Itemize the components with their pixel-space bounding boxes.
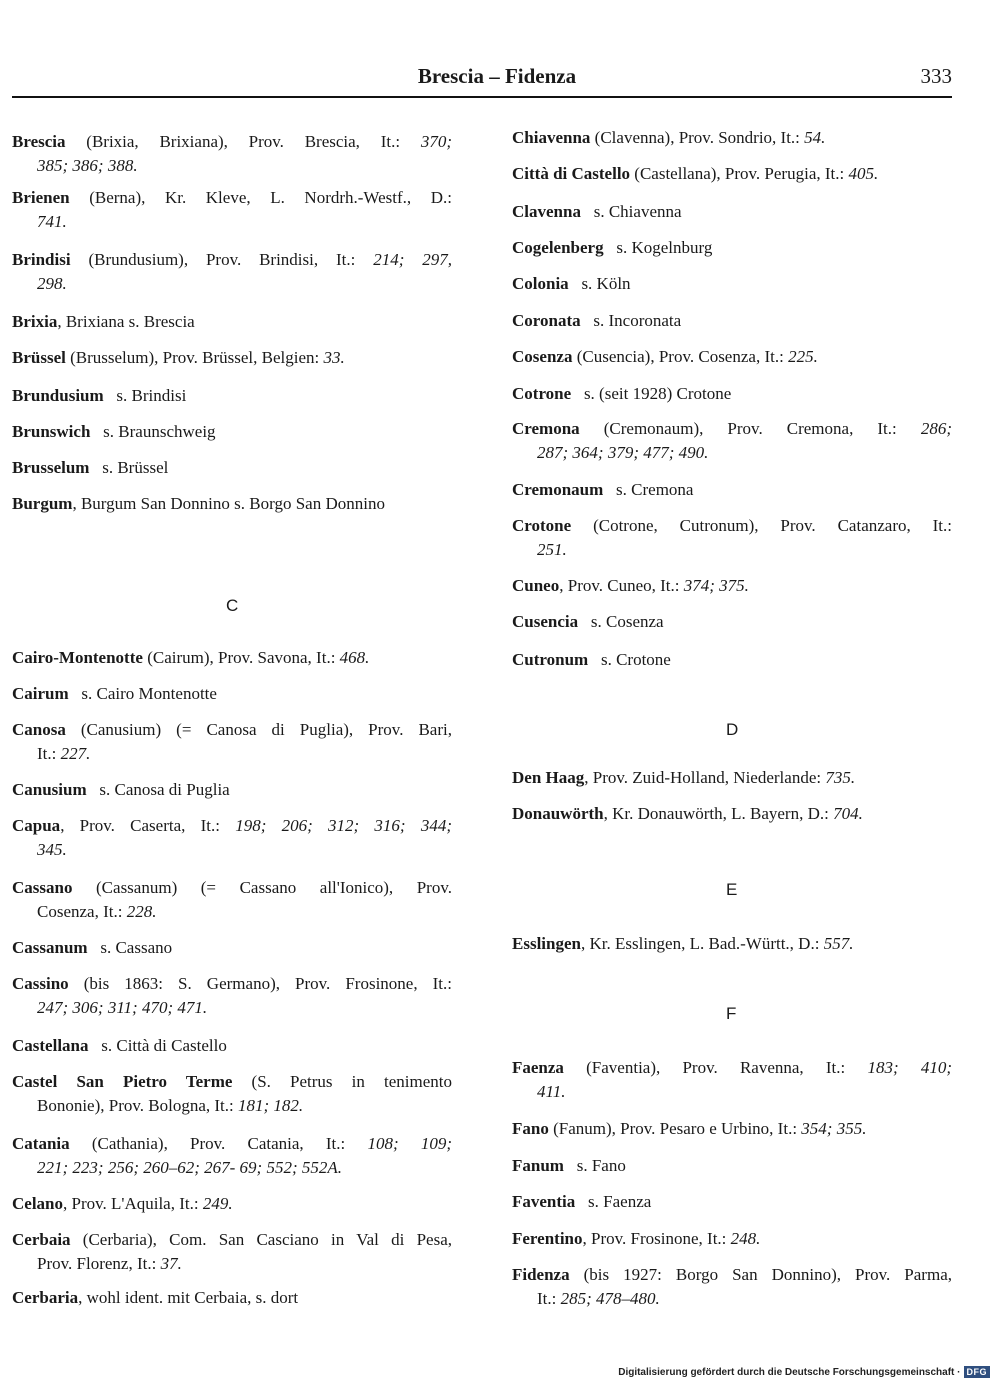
entry-continuation [12, 900, 452, 924]
entry-text: , Prov. Frosinone, It.: [582, 1229, 731, 1248]
entry-line [12, 646, 452, 670]
entry-text: (Canusium) (= Canosa di Puglia), Prov. Bari, [65, 720, 452, 739]
entry-text: , Brixiana s. Brescia [57, 312, 195, 331]
entry-line [12, 814, 452, 838]
entry-text: s. Faenza [575, 1192, 652, 1211]
entry-line [12, 1132, 452, 1156]
entry-text: (Cusencia), Prov. Cosenza, It.: [572, 347, 789, 366]
entry-pages: 704. [833, 804, 863, 823]
index-entry [12, 1132, 452, 1180]
entry-continuation-pages: 287; 364; 379; 477; 490. [537, 443, 709, 462]
entry-text: (Brusselum), Prov. Brüssel, Belgien: [65, 348, 324, 367]
entry-continuation-text: 385; 386; 388. [37, 156, 138, 175]
index-entry [12, 1034, 452, 1058]
entry-continuation [12, 1156, 452, 1180]
index-entry [512, 478, 952, 502]
index-entry [512, 1117, 952, 1141]
entry-line [12, 876, 452, 900]
entry-continuation-pages: 247; 306; 311; 470; 471. [37, 998, 208, 1017]
entry-line [12, 778, 452, 802]
index-entry [512, 802, 952, 826]
index-entry [512, 766, 952, 790]
entry-text: s. Canosa di Puglia [86, 780, 230, 799]
entry-term: Brüssel [12, 348, 66, 367]
entry-continuation-pages: 228. [126, 902, 157, 921]
entry-continuation-pages: 251. [537, 540, 567, 559]
entry-continuation-text: It.: [37, 744, 61, 763]
entry-text: , wohl ident. mit Cerbaia, s. dort [78, 1288, 299, 1307]
index-entry [12, 186, 452, 234]
index-entry [512, 309, 952, 333]
entry-continuation-text: Bononie), Prov. Bologna, It.: [37, 1096, 238, 1115]
index-entry [12, 1286, 452, 1310]
entry-term: Brindisi [12, 250, 71, 269]
entry-continuation [12, 272, 452, 296]
section-letter: D [726, 720, 739, 739]
index-entry [12, 936, 452, 960]
index-entry [12, 384, 452, 408]
entry-term: Castellana [12, 1036, 89, 1055]
entry-line [512, 1117, 952, 1141]
entry-line [512, 1154, 952, 1178]
entry-line [512, 309, 952, 333]
entry-pages: 54. [804, 128, 826, 147]
entry-line [512, 162, 952, 186]
entry-continuation-pages: 227. [60, 744, 91, 763]
entry-pages: 183; 410; [867, 1058, 952, 1077]
entry-line [512, 382, 952, 406]
section-letter: E [726, 880, 738, 899]
index-entry [512, 1263, 952, 1311]
entry-text: (Brundusium), Prov. Brindisi, It.: [70, 250, 374, 269]
index-entry [512, 648, 952, 672]
entry-line [12, 718, 452, 742]
entry-term: Donauwörth [512, 804, 604, 823]
index-entry [512, 1190, 952, 1214]
entry-term: Fano [512, 1119, 549, 1138]
entry-line [512, 1190, 952, 1214]
entry-line [512, 417, 952, 441]
entry-line [12, 492, 452, 516]
entry-term: Cremona [512, 419, 580, 438]
entry-continuation-text: 345. [37, 840, 67, 859]
entry-pages: 557. [823, 934, 854, 953]
index-entry [512, 272, 952, 296]
page-number: 333 [920, 64, 952, 88]
entry-pages: 374; 375. [683, 576, 749, 595]
entry-line [512, 610, 952, 634]
entry-continuation [512, 538, 952, 562]
index-entry [12, 718, 452, 766]
entry-text: s. Cosenza [578, 612, 664, 631]
entry-term: Cairo-Montenotte [12, 648, 143, 667]
entry-pages: 405. [848, 164, 879, 183]
entry-text: (Cathania), Prov. Catania, It.: [69, 1134, 368, 1153]
entry-continuation [512, 1080, 952, 1104]
index-entry [12, 456, 452, 480]
entry-term: Cogelenberg [512, 238, 604, 257]
entry-line [12, 186, 452, 210]
entry-continuation [12, 742, 452, 766]
index-entry [12, 1192, 452, 1216]
entry-continuation-pages: 181; 182. [238, 1096, 304, 1115]
section-letter: F [726, 1004, 737, 1023]
index-entry [512, 610, 952, 634]
entry-line [512, 200, 952, 224]
entry-term: Den Haag [512, 768, 585, 787]
index-entry [512, 417, 952, 465]
index-entry [12, 814, 452, 862]
entry-continuation-text: It.: [537, 1289, 561, 1308]
entry-line [12, 1192, 452, 1216]
index-entry [12, 420, 452, 444]
entry-text: s. Cairo Montenotte [68, 684, 217, 703]
entry-pages: 354; 355. [801, 1119, 867, 1138]
entry-term: Cuneo [512, 576, 560, 595]
entry-term: Brescia [12, 132, 66, 151]
entry-continuation [12, 154, 452, 178]
entry-continuation-text: 298. [37, 274, 67, 293]
index-entry [12, 876, 452, 924]
entry-text: s. Crotone [588, 650, 671, 669]
entry-term: Burgum [12, 494, 73, 513]
entry-text: s. Fano [563, 1156, 626, 1175]
index-entry [512, 1056, 952, 1104]
page-title: Brescia – Fidenza [417, 64, 577, 88]
entry-text: s. Cremona [603, 480, 694, 499]
entry-term: Ferentino [512, 1229, 583, 1248]
footer-text: Digitalisierung gefördert durch die Deutsche Forschungsgemeinschaft · [618, 1366, 961, 1378]
entry-text: (Fanum), Prov. Pesaro e Urbino, It.: [548, 1119, 802, 1138]
entry-term: Cerbaia [12, 1230, 71, 1249]
entry-text: , Prov. L'Aquila, It.: [63, 1194, 203, 1213]
entry-text: s. Incoronata [580, 311, 682, 330]
entry-pages: 214; 297, [373, 250, 452, 269]
section-letter: C [226, 596, 239, 615]
entry-term: Cassano [12, 878, 73, 897]
entry-line [12, 420, 452, 444]
entry-continuation [12, 838, 452, 862]
entry-pages: 248. [730, 1229, 761, 1248]
entry-line [512, 574, 952, 598]
entry-term: Celano [12, 1194, 63, 1213]
entry-line [512, 766, 952, 790]
index-entry [12, 682, 452, 706]
dfg-logo: DFG [964, 1366, 991, 1378]
entry-line [12, 456, 452, 480]
entry-text: , Kr. Esslingen, L. Bad.-Württ., D.: [580, 934, 824, 953]
entry-text: s. Brindisi [103, 386, 187, 405]
entry-line [512, 1056, 952, 1080]
index-entry [512, 1227, 952, 1251]
entry-term: Colonia [512, 274, 569, 293]
entry-term: Coronata [512, 311, 581, 330]
entry-pages: 225. [788, 347, 818, 366]
entry-term: Cosenza [512, 347, 573, 366]
entry-line [512, 126, 952, 150]
entry-term: Fanum [512, 1156, 564, 1175]
entry-term: Catania [12, 1134, 70, 1153]
entry-text: (Clavenna), Prov. Sondrio, It.: [590, 128, 805, 147]
entry-term: Brusselum [12, 458, 90, 477]
entry-line [512, 648, 952, 672]
entry-text: s. Cassano [87, 938, 173, 957]
entry-pages: 198; 206; 312; 316; 344; [235, 816, 452, 835]
entry-term: Capua [12, 816, 61, 835]
entry-text: (bis 1863: S. Germano), Prov. Frosinone, It.: [68, 974, 452, 993]
entry-line [512, 802, 952, 826]
entry-text: s. Chiavenna [580, 202, 682, 221]
index-entry [12, 1070, 452, 1118]
entry-line [12, 248, 452, 272]
entry-term: Cairum [12, 684, 69, 703]
index-entry [12, 346, 452, 370]
entry-term: Crotone [512, 516, 572, 535]
entry-text: (S. Petrus in tenimento [232, 1072, 452, 1091]
entry-term: Brienen [12, 188, 70, 207]
entry-pages: 735. [825, 768, 856, 787]
entry-continuation-pages: 285; 478–480. [560, 1289, 660, 1308]
entry-text: (Faventia), Prov. Ravenna, It.: [563, 1058, 868, 1077]
entry-line [12, 1070, 452, 1094]
index-entry [512, 932, 952, 956]
entry-line [512, 1263, 952, 1287]
entry-continuation-text: 741. [37, 212, 67, 231]
entry-line [12, 346, 452, 370]
index-entry [512, 382, 952, 406]
entry-text: , Burgum San Donnino s. Borgo San Donnino [72, 494, 385, 513]
entry-continuation-pages: 221; 223; 256; 260–62; 267- 69; 552; 552A. [37, 1158, 343, 1177]
entry-line [12, 1286, 452, 1310]
entry-continuation-text: Cosenza, It.: [37, 902, 127, 921]
index-entry [12, 1228, 452, 1276]
entry-term: Brixia [12, 312, 58, 331]
entry-term: Cutronum [512, 650, 589, 669]
entry-text: s. Kogelnburg [603, 238, 713, 257]
entry-continuation [12, 1094, 452, 1118]
entry-term: Cotrone [512, 384, 572, 403]
entry-line [512, 236, 952, 260]
entry-line [12, 936, 452, 960]
entry-line [12, 130, 452, 154]
entry-continuation [512, 441, 952, 465]
entry-text: , Prov. Zuid-Holland, Niederlande: [584, 768, 826, 787]
entry-continuation-pages: 37. [160, 1254, 182, 1273]
entry-term: Fidenza [512, 1265, 570, 1284]
entry-continuation-pages: 411. [537, 1082, 566, 1101]
index-entry [12, 492, 452, 516]
entry-term: Canusium [12, 780, 87, 799]
entry-pages: 286; [920, 419, 952, 438]
entry-term: Cremonaum [512, 480, 604, 499]
index-entry [12, 778, 452, 802]
entry-term: Faventia [512, 1192, 576, 1211]
entry-line [12, 384, 452, 408]
entry-term: Esslingen [512, 934, 581, 953]
footer-credit [618, 1366, 990, 1378]
entry-term: Canosa [12, 720, 66, 739]
entry-term: Clavenna [512, 202, 581, 221]
entry-text: (Cassanum) (= Cassano all'Ionico), Prov. [72, 878, 452, 897]
entry-text: s. Città di Castello [88, 1036, 227, 1055]
page-header [12, 60, 952, 96]
entry-text: s. Braunschweig [90, 422, 216, 441]
entry-text: (Cairum), Prov. Savona, It.: [142, 648, 340, 667]
entry-text: (Cotrone, Cutronum), Prov. Catanzaro, It.: [571, 516, 952, 535]
entry-line [12, 1034, 452, 1058]
entry-term: Cassino [12, 974, 69, 993]
entry-line [512, 345, 952, 369]
entry-text: (Cremonaum), Prov. Cremona, It.: [579, 419, 921, 438]
entry-line [512, 478, 952, 502]
index-entry [12, 646, 452, 670]
entry-text: , Kr. Donauwörth, L. Bayern, D.: [603, 804, 834, 823]
index-entry [12, 248, 452, 296]
entry-continuation [512, 1287, 952, 1311]
entry-continuation [12, 210, 452, 234]
entry-term: Brundusium [12, 386, 104, 405]
entry-text: (Cerbaria), Com. San Casciano in Val di Pesa, [70, 1230, 452, 1249]
index-entry [512, 200, 952, 224]
entry-term: Chiavenna [512, 128, 591, 147]
index-entry [512, 514, 952, 562]
entry-continuation-text: Prov. Florenz, It.: [37, 1254, 161, 1273]
entry-term: Cusencia [512, 612, 579, 631]
index-entry [512, 162, 952, 186]
entry-term: Brunswich [12, 422, 91, 441]
entry-line [512, 514, 952, 538]
entry-line [12, 310, 452, 334]
entry-line [12, 972, 452, 996]
entry-term: Città di Castello [512, 164, 631, 183]
index-entry [512, 345, 952, 369]
entry-text: (Castellana), Prov. Perugia, It.: [630, 164, 849, 183]
entry-pages: 468. [339, 648, 370, 667]
entry-term: Cassanum [12, 938, 88, 957]
entry-term: Castel San Pietro Terme [12, 1072, 233, 1091]
entry-text: s. Köln [568, 274, 631, 293]
entry-pages: 33. [323, 348, 345, 367]
header-rule [12, 96, 952, 98]
entry-text: (bis 1927: Borgo San Donnino), Prov. Parma, [569, 1265, 952, 1284]
entry-line [512, 272, 952, 296]
entry-continuation [12, 996, 452, 1020]
entry-pages: 249. [202, 1194, 233, 1213]
entry-continuation [12, 1252, 452, 1276]
entry-pages: 108; 109; [367, 1134, 452, 1153]
entry-term: Faenza [512, 1058, 564, 1077]
entry-term: Cerbaria [12, 1288, 79, 1307]
entry-text: (Brixia, Brixiana), Prov. Brescia, It.: [65, 132, 421, 151]
entry-line [12, 1228, 452, 1252]
index-entry [512, 236, 952, 260]
entry-text: s. (seit 1928) Crotone [571, 384, 732, 403]
entry-text: (Berna), Kr. Kleve, L. Nordrh.-Westf., D.: [69, 188, 452, 207]
entry-text: , Prov. Caserta, It.: [60, 816, 236, 835]
index-entry [512, 1154, 952, 1178]
entry-text: s. Brüssel [89, 458, 169, 477]
entry-line [512, 1227, 952, 1251]
entry-text: , Prov. Cuneo, It.: [559, 576, 684, 595]
index-entry [12, 130, 452, 178]
entry-line [512, 932, 952, 956]
index-entry [12, 310, 452, 334]
index-entry [512, 126, 952, 150]
index-entry [12, 972, 452, 1020]
entry-pages: 370; [420, 132, 452, 151]
index-entry [512, 574, 952, 598]
entry-line [12, 682, 452, 706]
